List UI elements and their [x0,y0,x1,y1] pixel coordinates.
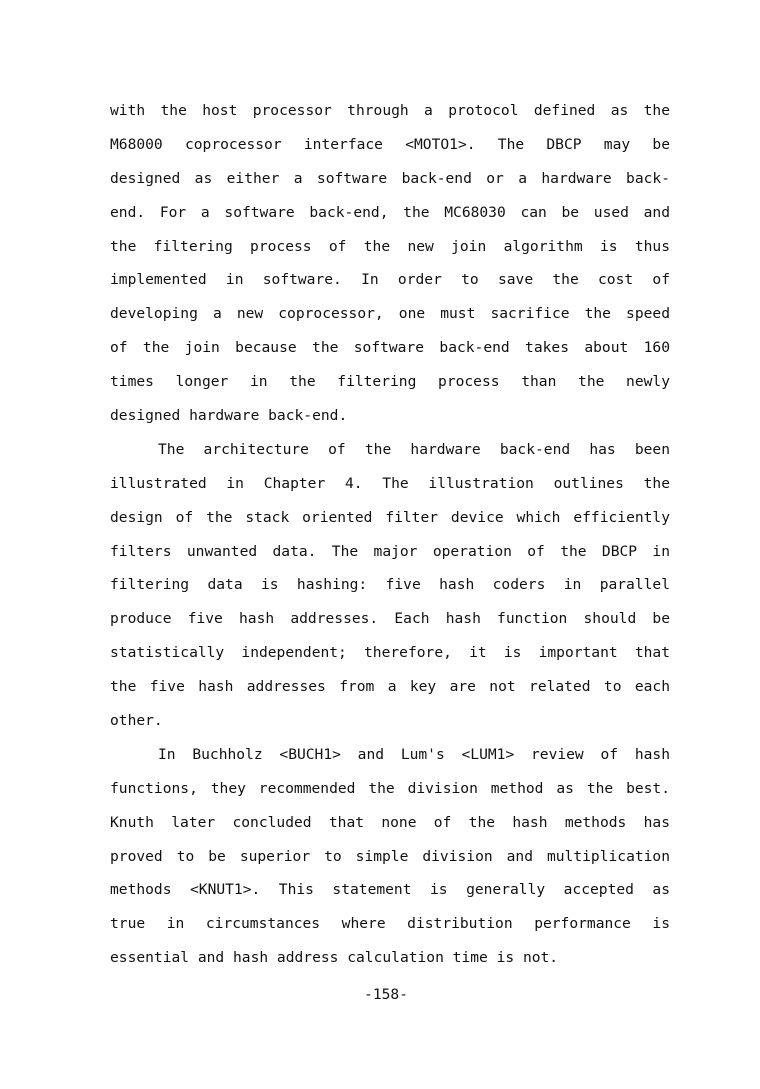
text-line: filters unwanted data. The major operation of the DBCP in [110,542,670,560]
text-line: end. For a software back-end, the MC68030 can be used and [110,203,670,221]
text-line: essential and hash address calculation time is not. [110,949,559,967]
text-line: statistically independent; therefore, it is important that [110,644,670,662]
text-line: produce five hash addresses. Each hash function should be [110,610,670,628]
text-line: designed as either a software back-end or a hardware back- [110,169,670,187]
page-number: -158- [364,986,408,1003]
text-line: The architecture of the hardware back-end has been [158,440,670,458]
text-line: implemented in software. In order to save the cost of [110,271,670,289]
paragraph-3 [110,738,670,975]
text-line: filtering data is hashing: five hash coders in parallel [110,576,670,594]
text-line: proved to be superior to simple division and multiplication [110,847,670,865]
text-line: other. [110,712,163,730]
text-line: developing a new coprocessor, one must sacrifice the speed [110,305,670,323]
text-line: methods <KNUT1>. This statement is generally accepted as [110,881,670,899]
text-line: In Buchholz <BUCH1> and Lum's <LUM1> review of hash [158,745,670,763]
text-line: design of the stack oriented filter device which efficiently [110,508,670,526]
paragraph-1 [110,94,670,433]
text-line: M68000 coprocessor interface <MOTO1>. The DBCP may be [110,135,670,153]
paragraph-2 [110,433,670,738]
text-line: the five hash addresses from a key are not related to each [110,678,670,696]
text-line: true in circumstances where distribution performance is [110,915,670,933]
text-line: of the join because the software back-end takes about 160 [110,339,670,357]
body-text [110,94,670,975]
text-line: illustrated in Chapter 4. The illustration outlines the [110,474,670,492]
text-line: functions, they recommended the division method as the best. [110,779,670,797]
text-line: with the host processor through a protocol defined as the [110,102,670,119]
text-line: the filtering process of the new join algorithm is thus [110,237,670,255]
text-line: times longer in the filtering process than the newly [110,373,670,391]
text-line: designed hardware back-end. [110,407,348,425]
text-line: Knuth later concluded that none of the hash methods has [110,813,670,831]
